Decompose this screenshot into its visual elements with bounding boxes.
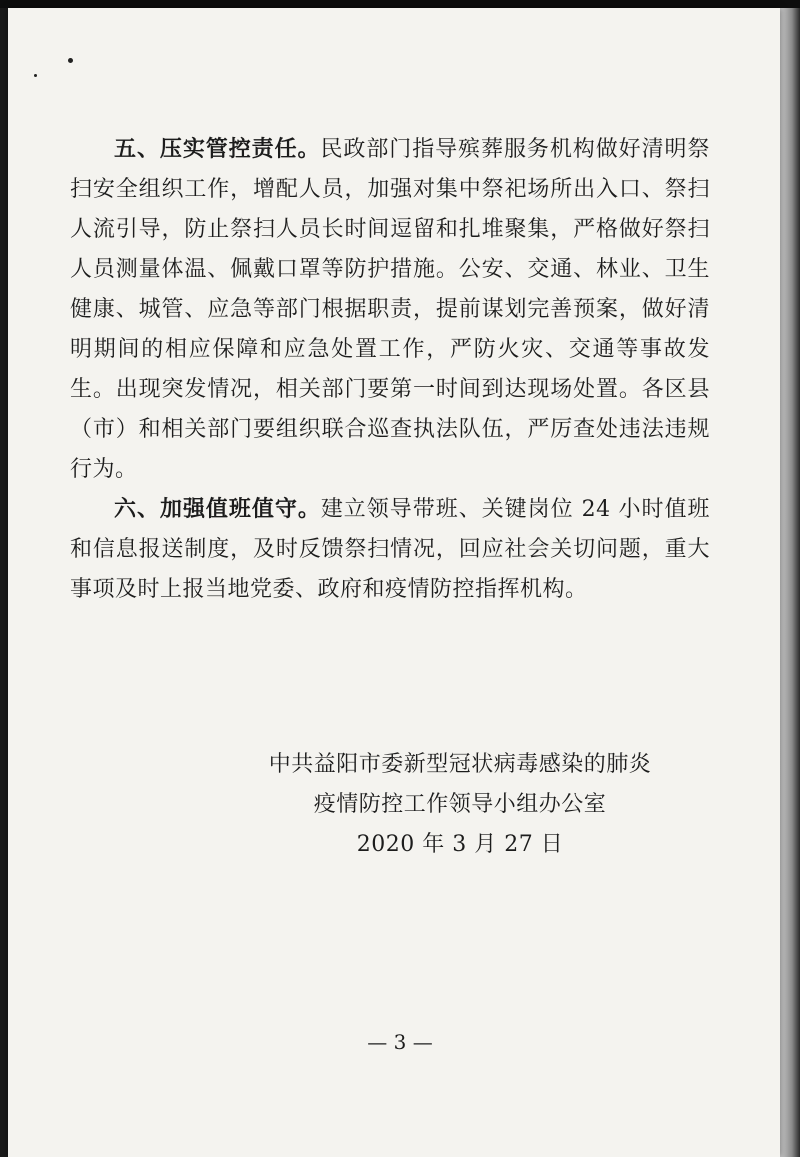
body-text [70,130,710,610]
signature-org-line-1: 中共益阳市委新型冠状病毒感染的肺炎 [268,752,652,777]
signature-org-line-2: 疫情防控工作领导小组办公室 [313,792,607,817]
signature-block [200,745,720,865]
signature-date: 2020 年 3 月 27 日 [356,832,564,857]
section-6-paragraph [70,490,710,610]
page-number: — 3 — [367,1030,433,1054]
section-5-body: 民政部门指导殡葬服务机构做好清明祭扫安全组织工作，增配人员，加强对集中祭祀场所出入口、祭扫人流引导，防止祭扫人员长时间逗留和扎堆聚集，严格做好祭扫人员测量体温、佩戴口罩等防护措施。公安、交通、林业、卫生健康、城管、应急等部门根据职责，提前谋划完善预案，做好清明期间的相应保障和应急处置工作，严防火灾、交通等事故发生。出现突发情况，相关部门要第一时间到达现场处置。各区县（市）和相关部门要组织联合巡查执法队伍，严厉查处违法违规行为。 [70,137,710,482]
scan-speck [34,74,37,77]
section-5-heading: 五、压实管控责任。 [114,137,321,162]
scan-speck [68,58,73,63]
scan-top-edge [0,0,800,8]
section-6-heading: 六、加强值班值守。 [114,497,321,522]
scan-right-edge [780,8,800,1157]
section-5-paragraph [70,130,710,490]
section-6-body: 建立领导带班、关键岗位 24 小时值班和信息报送制度，及时反馈祭扫情况，回应社会关切问题，重大事项及时上报当地党委、政府和疫情防控指挥机构。 [70,497,710,602]
